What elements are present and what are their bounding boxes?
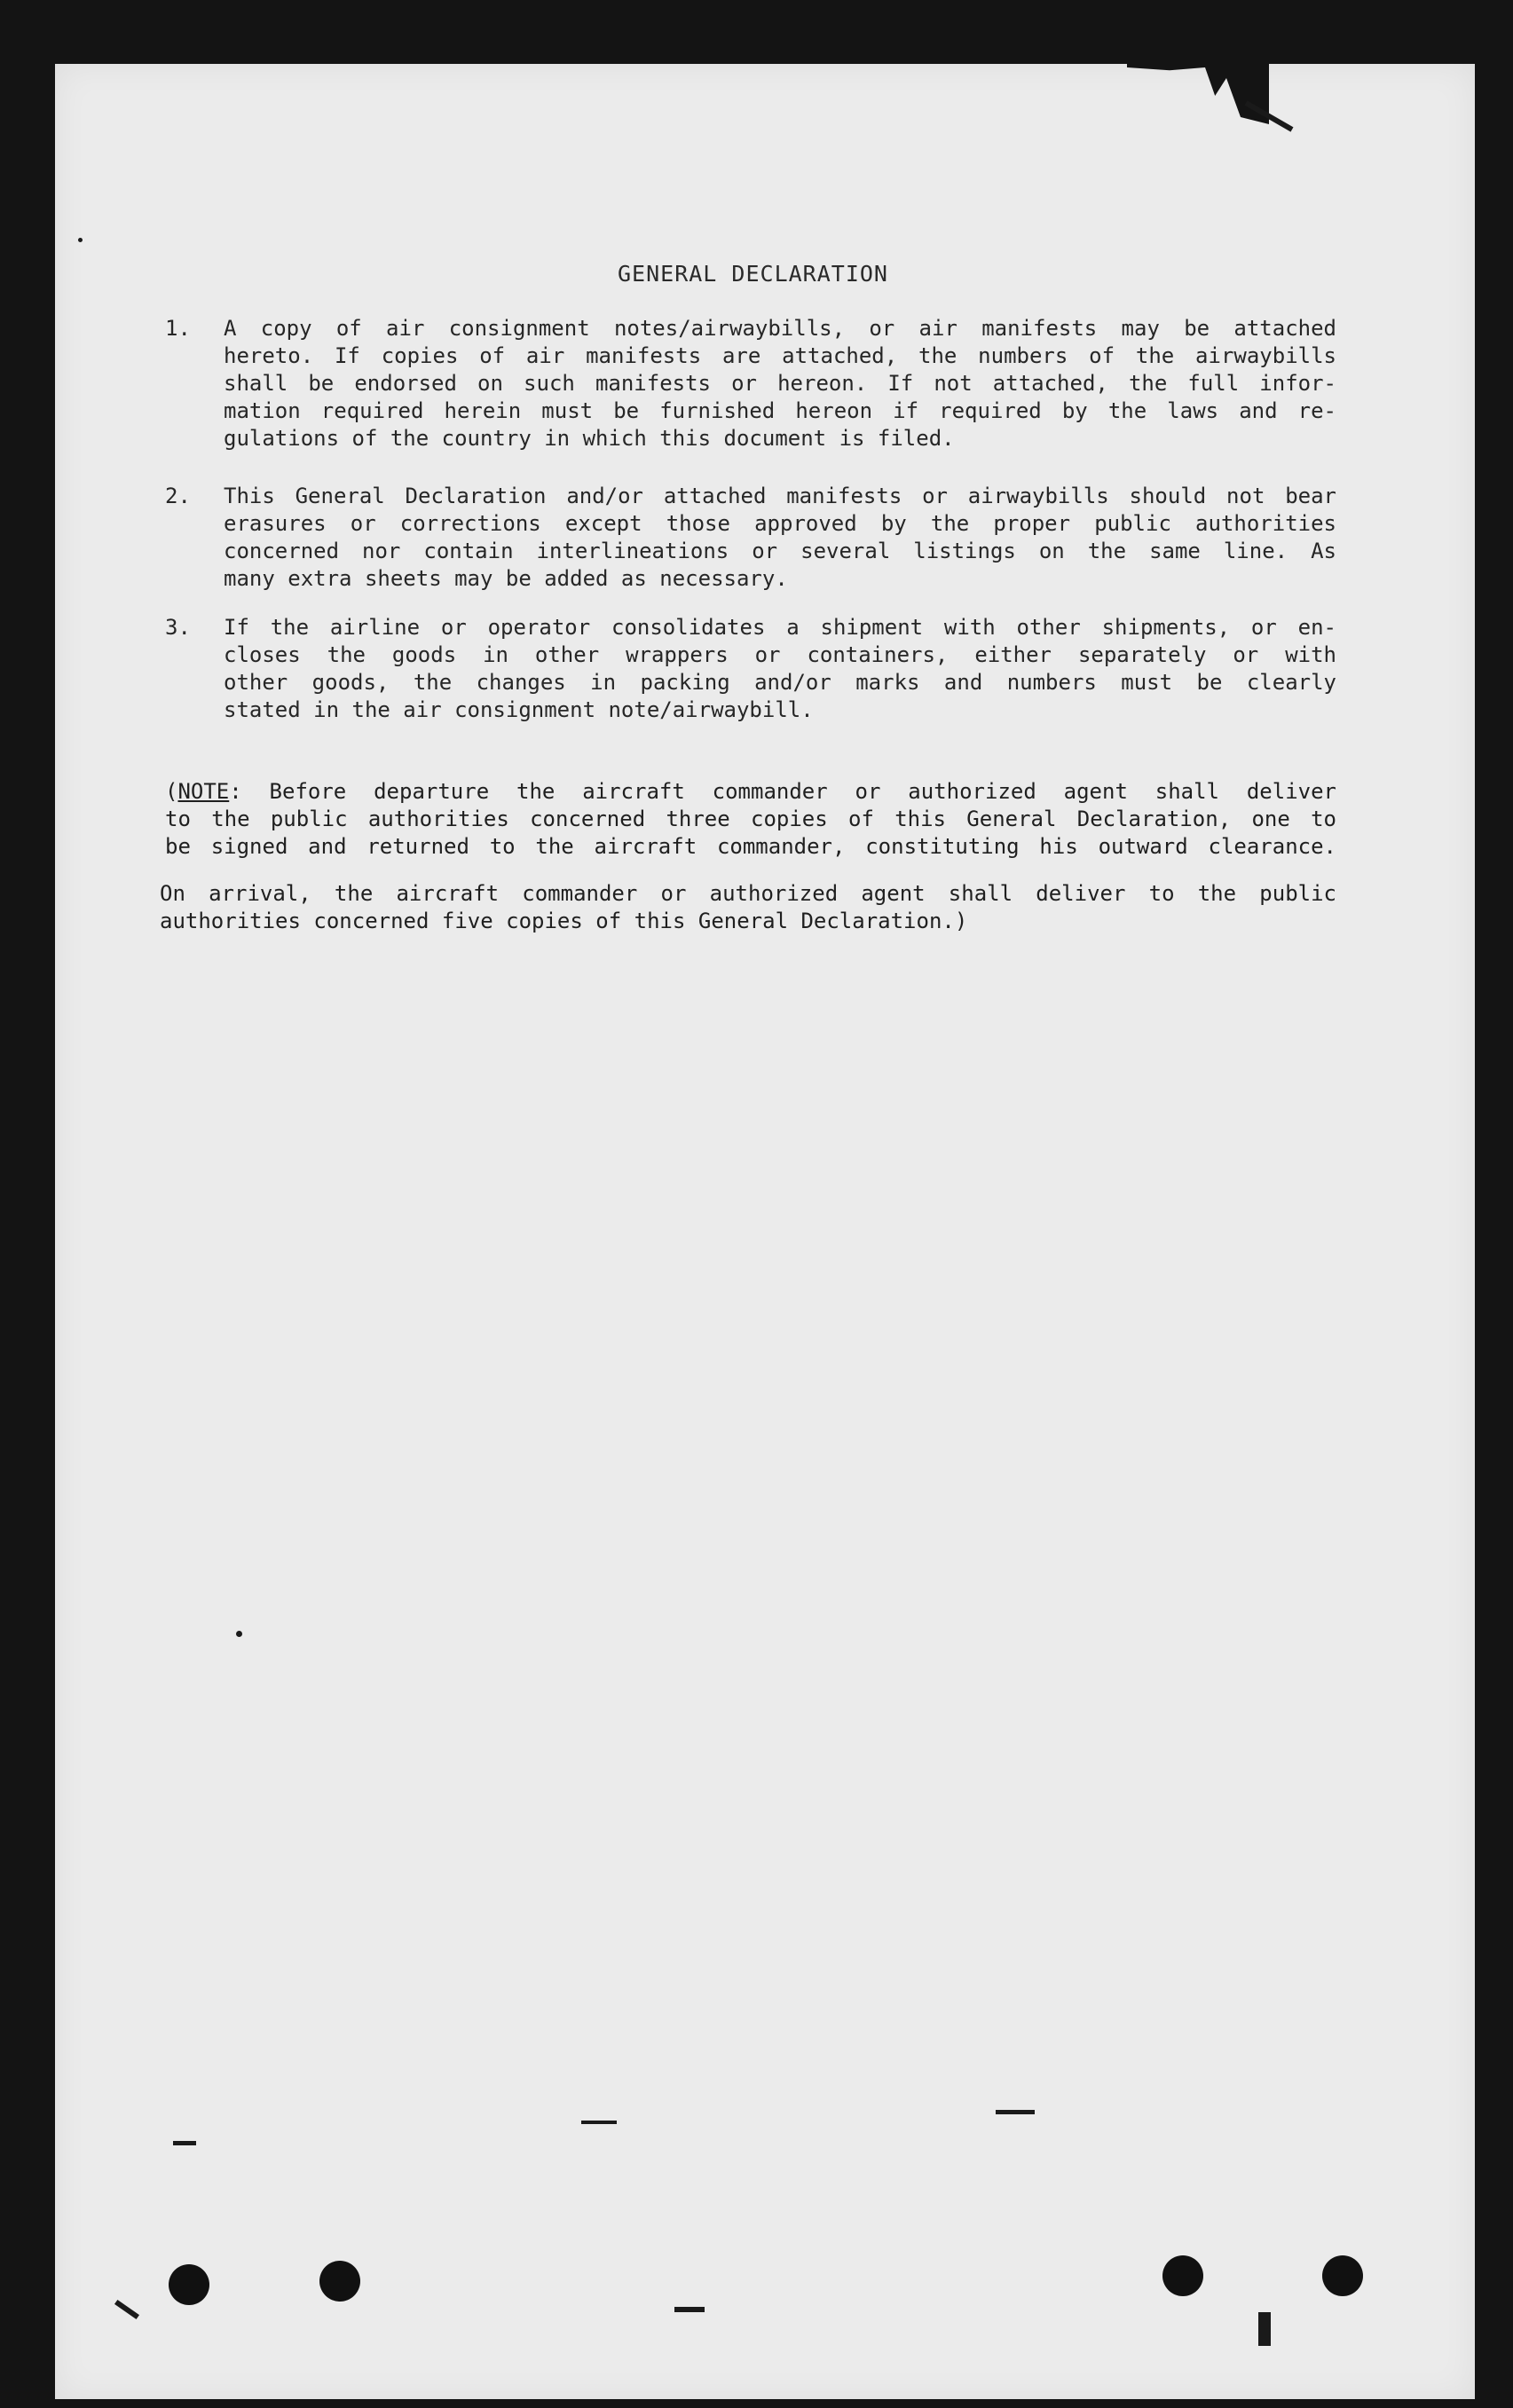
text-line: many extra sheets may be added as necessary. (224, 566, 788, 591)
punch-hole (1322, 2255, 1363, 2296)
text-line: gulations of the country in which this document is filed. (224, 426, 955, 451)
text-line: This General Declaration and/or attached manifests or airwaybills should not bear (224, 484, 1336, 508)
text-line: shall be endorsed on such manifests or hereon. If not attached, the full infor- (224, 371, 1336, 396)
note-open-paren: ( (165, 779, 178, 804)
item-text (224, 614, 1336, 724)
scan-mark (173, 2141, 196, 2145)
text-line: closes the goods in other wrappers or containers, either separately or with (224, 642, 1336, 667)
item-number: 2. (165, 484, 191, 508)
scan-mark (674, 2307, 705, 2312)
text-line: authorities concerned five copies of this General Declaration.) (160, 909, 968, 933)
note-paragraph (165, 778, 1336, 861)
note-label: NOTE (177, 779, 230, 804)
scan-speck (236, 1631, 242, 1637)
scan-mark (1258, 2312, 1271, 2346)
note-colon: : (229, 779, 242, 804)
text-line: concerned nor contain interlineations or several listings on the same line. As (224, 539, 1336, 563)
note-line-text: Before departure the aircraft commander or authorized agent shall deliver (241, 779, 1336, 804)
item-number: 1. (165, 316, 191, 341)
item-text (224, 315, 1336, 452)
item-number: 3. (165, 615, 191, 640)
text-line: A copy of air consignment notes/airwaybills, or air manifests may be attached (224, 316, 1336, 341)
text-line: erasures or corrections except those approved by the proper public authorities (224, 511, 1336, 536)
text-line (165, 778, 1336, 806)
text-line: to the public authorities concerned three copies of this General Declaration, one to (165, 807, 1336, 831)
arrival-paragraph (160, 880, 1336, 935)
scan-speck (78, 238, 83, 242)
text-line: hereto. If copies of air manifests are attached, the numbers of the airwaybills (224, 343, 1336, 368)
text-line: mation required herein must be furnished hereon if required by the laws and re- (224, 398, 1336, 423)
text-line: stated in the air consignment note/airwaybill. (224, 697, 814, 722)
document-title: GENERAL DECLARATION (618, 261, 888, 287)
text-line: be signed and returned to the aircraft commander, constituting his outward clearance. (165, 834, 1336, 859)
scan-mark (996, 2110, 1035, 2114)
punch-hole (319, 2261, 360, 2302)
punch-hole (1162, 2255, 1203, 2296)
text-line: On arrival, the aircraft commander or authorized agent shall deliver to the public (160, 881, 1336, 906)
punch-hole (169, 2264, 209, 2305)
text-line: If the airline or operator consolidates a shipment with other shipments, or en- (224, 615, 1336, 640)
scan-mark (581, 2121, 617, 2124)
item-text (224, 483, 1336, 593)
text-line: other goods, the changes in packing and/or marks and numbers must be clearly (224, 670, 1336, 695)
